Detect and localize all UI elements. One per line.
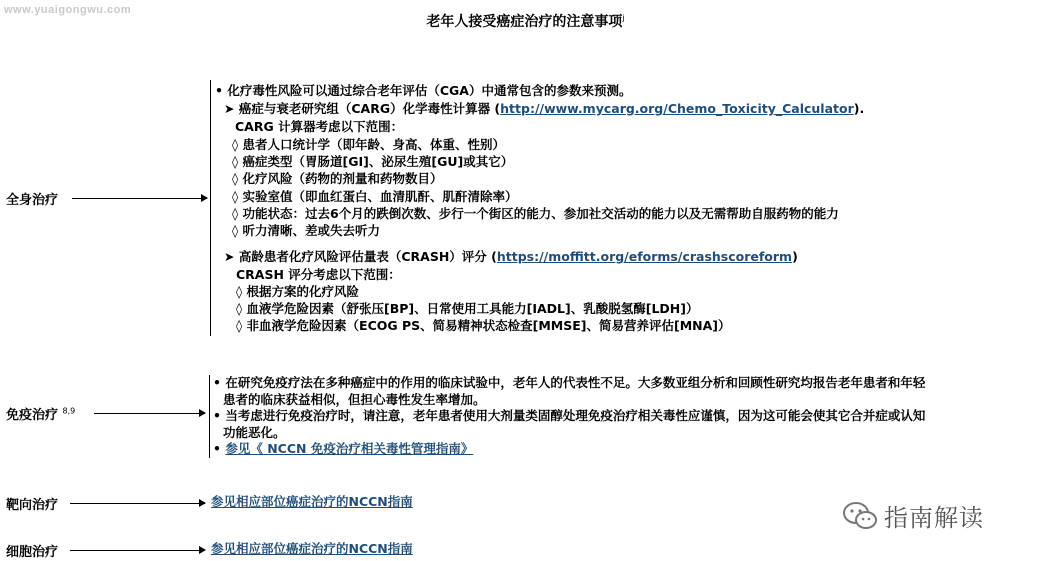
title-footnote: j xyxy=(622,13,625,23)
cellular-guideline-link[interactable]: 参见相应部位癌症治疗的NCCN指南 xyxy=(211,541,413,556)
crash-item: ◊ 非血液学危险因素（ECOG PS、简易精神状态检查[MMSE]、简易营养评估[MNA]） xyxy=(236,318,731,333)
carg-heading: ➤ 癌症与衰老研究组（CARG）化学毒性计算器 (http://www.mycarg.org/Chemo_Toxicity_Calculator). xyxy=(224,101,865,116)
immuno-bullet-1: • 在研究免疫疗法在多种癌症中的作用的临床试验中，老年人的代表性不足。大多数亚组分析和回顾性研究均报告老年患者和年轻 患者的临床获益相似，但担心毒性发生率增加。 xyxy=(213,375,926,407)
label-cellular-therapy: 细胞治疗 xyxy=(6,545,59,560)
cellular-link-row xyxy=(211,541,413,558)
bracket-systemic xyxy=(210,80,211,336)
carg-item: ◊ 实验室值（即血红蛋白、血清肌酐、肌酐清除率） xyxy=(232,189,518,204)
crash-link[interactable]: https://moffitt.org/eforms/crashscoreform xyxy=(496,249,793,264)
watermark: www.yuaigongwu.com xyxy=(4,4,132,16)
crash-considers: CRASH 评分考虑以下范围： xyxy=(236,267,401,282)
carg-link[interactable]: http://www.mycarg.org/Chemo_Toxicity_Calculator xyxy=(500,101,854,116)
targeted-guideline-link[interactable]: 参见相应部位癌症治疗的NCCN指南 xyxy=(211,494,413,509)
immuno-bullets xyxy=(213,375,1051,458)
label-immunotherapy: 免疫治疗 $^{8,9}$ xyxy=(6,406,76,423)
arrow-targeted xyxy=(70,503,205,504)
immuno-toxicity-guideline-link[interactable]: 参见《 NCCN 免疫治疗相关毒性管理指南》 xyxy=(225,441,474,456)
brand-text: 指南解读 xyxy=(884,504,984,532)
targeted-link-row xyxy=(211,494,413,511)
carg-item: ◊ 患者人口统计学（即年龄、身高、体重、性别） xyxy=(232,137,506,152)
carg-item: ◊ 癌症类型（胃肠道[GI]、泌尿生殖[GU]或其它） xyxy=(232,154,514,169)
arrow-immuno xyxy=(94,413,205,414)
crash-item: ◊ 根据方案的化疗风险 xyxy=(236,284,360,299)
label-systemic-therapy: 全身治疗 xyxy=(6,193,59,208)
systemic-intro: • 化疗毒性风险可以通过综合老年评估（CGA）中通常包含的参数来预测。 xyxy=(215,83,632,98)
page-title: 老年人接受癌症治疗的注意事项$^j$ xyxy=(426,13,625,30)
brand-watermark xyxy=(842,498,984,533)
bracket-immuno xyxy=(209,375,210,458)
carg-arrow-icon: ➤ xyxy=(224,101,235,116)
crash-item: ◊ 血液学危险因素（舒张压[BP]、日常使用工具能力[IADL]、乳酸脱氢酶[LDH]） xyxy=(236,301,699,316)
label-targeted-therapy: 靶向治疗 xyxy=(6,498,59,513)
immuno-footnote: 8,9 xyxy=(62,406,76,416)
immuno-bullet-3: • 参见《 NCCN 免疫治疗相关毒性管理指南》 xyxy=(213,441,474,456)
immuno-bullet-2: • 当考虑进行免疫治疗时，请注意，老年患者使用大剂量类固醇处理免疫治疗相关毒性应谨慎，因为这可能会使其它合并症或认知 功能恶化。 xyxy=(213,408,926,440)
carg-item: ◊ 化疗风险（药物的剂量和药物数目） xyxy=(232,171,443,186)
carg-item: ◊ 听力清晰、差或失去听力 xyxy=(232,223,381,238)
crash-arrow-icon: ➤ xyxy=(224,249,235,264)
wechat-icon xyxy=(842,501,878,531)
carg-considers: CARG 计算器考虑以下范围： xyxy=(235,119,404,134)
crash-heading: ➤ 高龄患者化疗风险评估量表（CRASH）评分 (https://moffitt.org/eforms/crashscoreform) xyxy=(224,249,798,264)
arrow-cellular xyxy=(70,550,205,551)
carg-item: ◊ 功能状态：过去6个月的跌倒次数、步行一个街区的能力、参加社交活动的能力以及无需帮助自服药物的能力 xyxy=(232,206,839,221)
arrow-systemic xyxy=(72,198,207,199)
